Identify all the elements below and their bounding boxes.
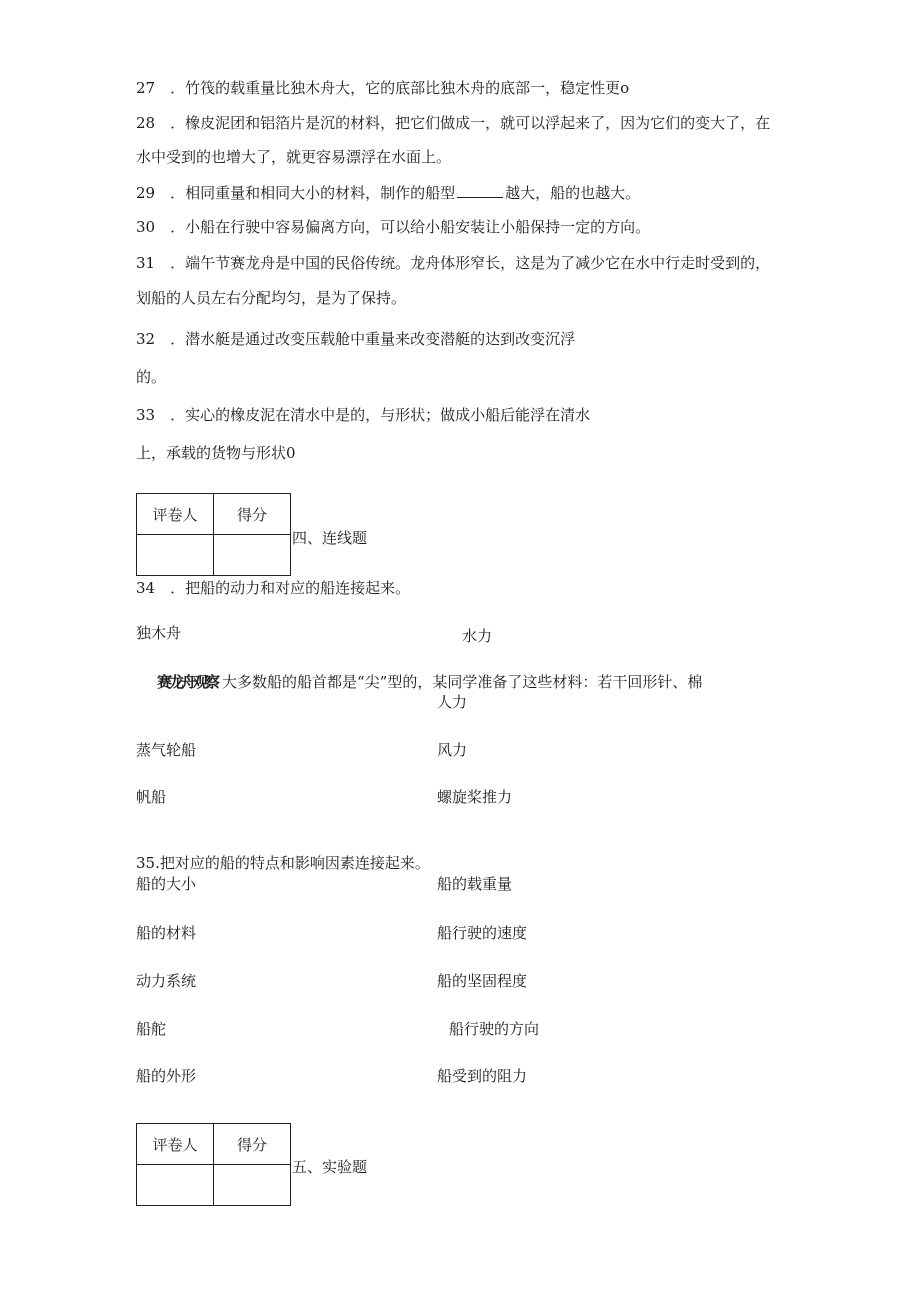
question-27: 27 ．竹筏的载重量比独木舟大，它的底部比独木舟的底部一，稳定性更o bbox=[136, 79, 630, 97]
overlap-bold-text: 赛龙舟观察 bbox=[157, 673, 218, 691]
q35-right-item: 船的坚固程度 bbox=[437, 972, 528, 990]
q35-left-item: 动力系统 bbox=[136, 972, 197, 990]
grader-header: 评卷人 bbox=[137, 494, 214, 535]
overlap-question-text: 大多数船的船首都是“尖”型的，某同学准备了这些材料：若干回形针、棉 bbox=[222, 673, 703, 691]
q35-right-item: 船的载重量 bbox=[437, 875, 513, 893]
q34-right-item: 人力 bbox=[437, 693, 468, 711]
question-33-line1: 33 ．实心的橡皮泥在清水中是的，与形状；做成小船后能浮在清水 bbox=[136, 406, 591, 424]
question-29-part2: 越大，船的也越大。 bbox=[505, 184, 641, 202]
score-cell[interactable] bbox=[214, 535, 291, 576]
q35-left-item: 船的大小 bbox=[136, 875, 197, 893]
q35-left-item: 船的外形 bbox=[136, 1067, 197, 1085]
question-34-title: 34 ．把船的动力和对应的船连接起来。 bbox=[136, 579, 411, 597]
question-30: 30 ．小船在行驶中容易偏离方向，可以给小船安装让小船保持一定的方向。 bbox=[136, 218, 651, 236]
q34-right-item: 螺旋桨推力 bbox=[437, 788, 513, 806]
grader-header: 评卷人 bbox=[137, 1124, 214, 1165]
score-cell[interactable] bbox=[214, 1165, 291, 1206]
question-31-line1: 31 ．端午节赛龙舟是中国的民俗传统。龙舟体形窄长，这是为了减少它在水中行走时受到的， bbox=[136, 254, 771, 272]
grader-cell[interactable] bbox=[137, 535, 214, 576]
question-29 bbox=[136, 183, 640, 203]
question-31-line2: 划船的人员左右分配均匀，是为了保持。 bbox=[136, 289, 407, 307]
question-28-line1: 28 ．橡皮泥团和铝箔片是沉的材料，把它们做成一，就可以浮起来了，因为它们的变大了，在 bbox=[136, 114, 771, 132]
score-header: 得分 bbox=[214, 1124, 291, 1165]
q35-left-item: 船的材料 bbox=[136, 924, 197, 942]
q34-right-item: 风力 bbox=[437, 741, 468, 759]
q35-right-item: 船行驶的速度 bbox=[437, 924, 528, 942]
question-28-line2: 水中受到的也增大了，就更容易漂浮在水面上。 bbox=[136, 148, 452, 166]
q34-left-item: 独木舟 bbox=[136, 624, 182, 642]
grader-cell[interactable] bbox=[137, 1165, 214, 1206]
score-table-1 bbox=[136, 493, 291, 576]
score-table-2 bbox=[136, 1123, 291, 1206]
q35-left-item: 船舵 bbox=[136, 1020, 167, 1038]
question-32-line1: 32 ．潜水艇是通过改变压载舱中重量来改变潜艇的达到改变沉浮 bbox=[136, 330, 576, 348]
answer-blank[interactable] bbox=[457, 183, 503, 198]
question-32-line2: 的。 bbox=[136, 368, 167, 386]
question-29-part1: 29 ．相同重量和相同大小的材料，制作的船型 bbox=[136, 184, 456, 202]
q34-left-item: 帆船 bbox=[136, 788, 167, 806]
q34-left-item: 蒸气轮船 bbox=[136, 741, 197, 759]
q35-right-item: 船受到的阻力 bbox=[437, 1067, 528, 1085]
score-header: 得分 bbox=[214, 494, 291, 535]
q35-right-item: 船行驶的方向 bbox=[449, 1020, 540, 1038]
q34-right-item: 水力 bbox=[462, 627, 493, 645]
question-33-line2: 上，承载的货物与形状0 bbox=[136, 444, 296, 462]
section-heading-matching: 四、连线题 bbox=[292, 529, 368, 547]
section-heading-experiment: 五、实验题 bbox=[292, 1158, 368, 1176]
question-35-title: 35.把对应的船的特点和影响因素连接起来。 bbox=[136, 854, 430, 872]
